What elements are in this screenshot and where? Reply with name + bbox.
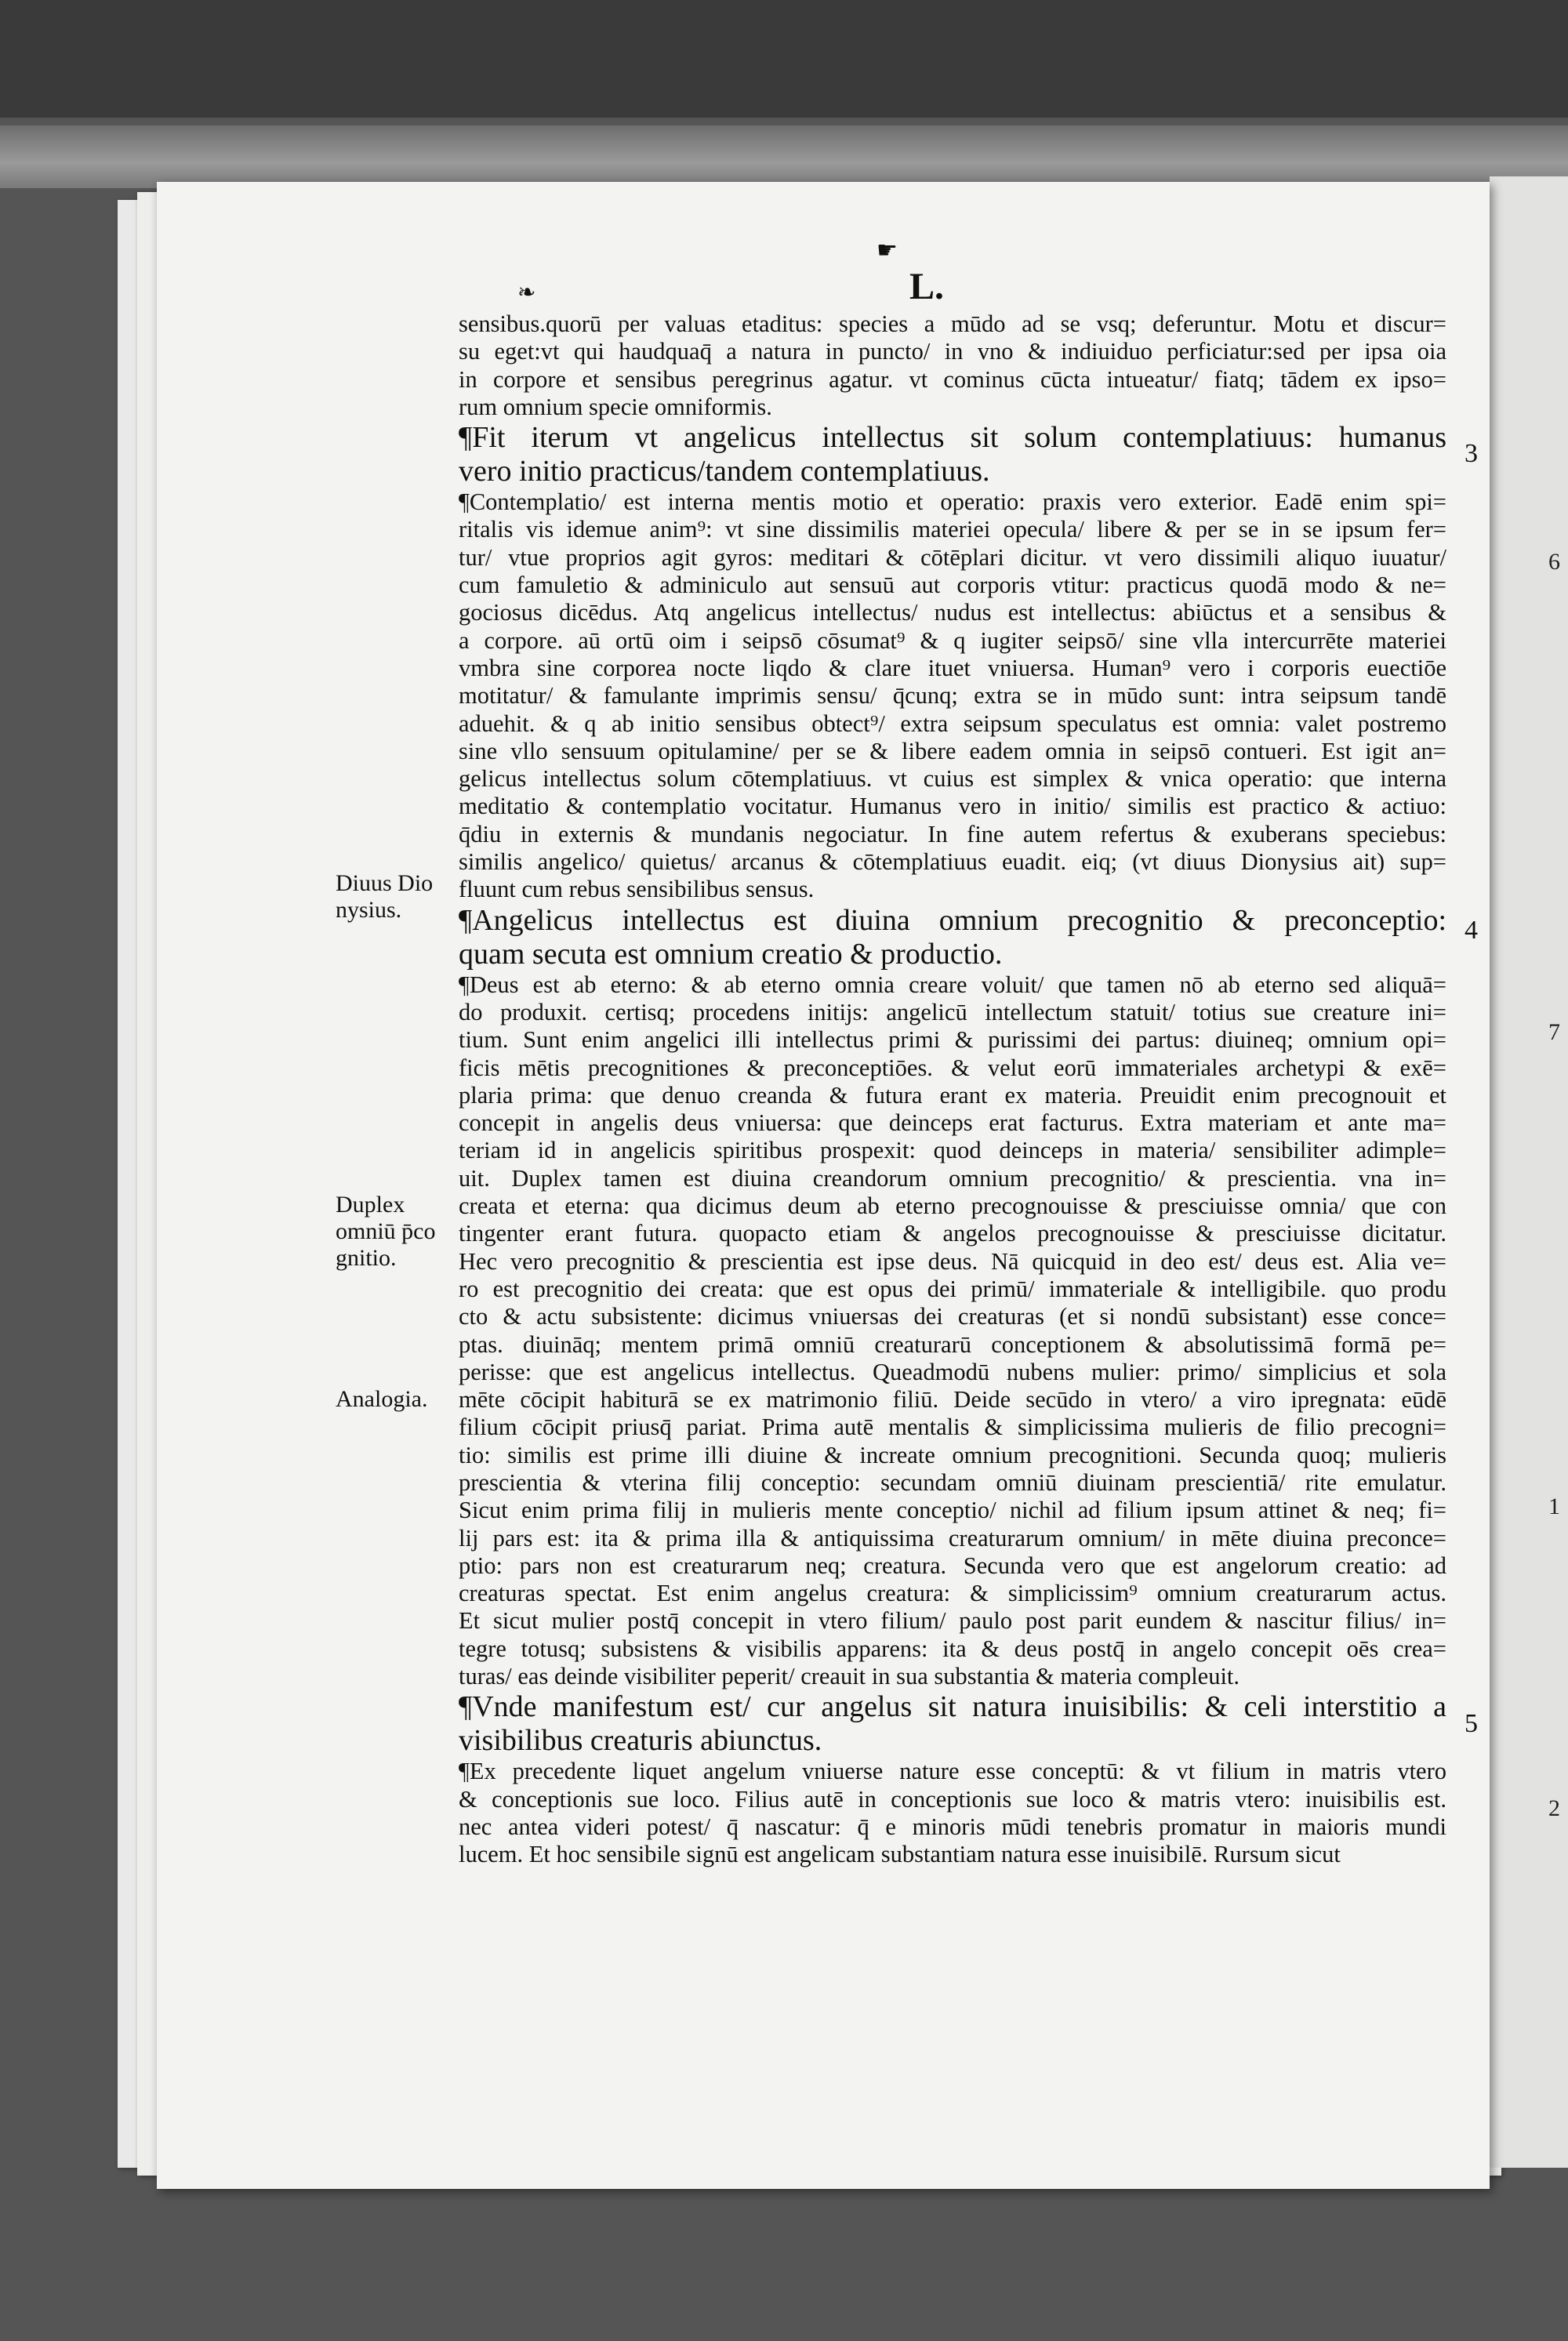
text-line: nec antea videri potest/ q̄ nascatur: q̄ e minoris mūdi tenebris promatur in maioris mundi [459, 1813, 1446, 1840]
text-line: Hec vero precognitio & prescientia est ipse deus. Nā quicquid in deo est/ deus est. Alia ve= [459, 1247, 1446, 1275]
text-line: gelicus intellectus solum cōtemplatiuus. vt cuius est simplex & vnica operatio: que interna [459, 765, 1446, 793]
text-line: ptas. diuināq; mentem primā omniū creaturarū conceptionem & absolutissimā formā pe= [459, 1330, 1446, 1358]
text-line: Et sicut mulier postq̄ concepit in vtero filium/ paulo post parit eundem & nascitur filius/ in= [459, 1607, 1446, 1635]
text-line: q̄diu in externis & mundanis negociatur. In fine autem refertus & exuberans speciebus: [459, 820, 1446, 847]
text-line: plaria prima: que denuo creanda & futura erant ex materia. Preuidit enim precognouit et [459, 1081, 1446, 1109]
paragraph [459, 310, 1446, 421]
section-heading [459, 1690, 1446, 1758]
text-line: teriam id in angelicis spiritibus prospexit: quod deinceps in materia/ sensibiliter adimple= [459, 1137, 1446, 1164]
facing-page-number: 2 [1548, 1795, 1560, 1821]
text-line: prescientia & vterina filij conceptio: secundam omniū diuinam prescientiā/ rite emulatur. [459, 1468, 1446, 1496]
text-line: ro est precognitio dei creata: que est opus dei primū/ immateriale & intelligibile. quo produ [459, 1275, 1446, 1302]
section-heading [459, 904, 1446, 971]
paragraph [459, 488, 1446, 903]
text-line: ¶Deus est ab eterno: & ab eterno omnia creare voluit/ que tamen nō ab eterno sed aliquā= [459, 971, 1446, 998]
text-line: creaturas spectat. Est enim angelus creatura: & simplicissim⁹ omnium creaturarum actus. [459, 1580, 1446, 1607]
text-line: tium. Sunt enim angelici illi intellectus primi & purissimi dei partus: diuineq; omnium opi= [459, 1026, 1446, 1054]
text-line: motitatur/ & famulante imprimis sensu/ q̄cunq; extra se in mūdo sunt: intra seipsum tandē [459, 682, 1446, 710]
paragraph [459, 971, 1446, 1691]
text-line: cto & actu subsistente: dicimus vniuersas dei creaturas (et si nondū subsistant) esse conce= [459, 1303, 1446, 1330]
text-line: tur/ vtue proprios agit gyros: meditari & cōtēplari dicitur. vt vero dissimili aliquo iuuatur/ [459, 543, 1446, 571]
text-line: cum famuletio & adminiculo aut sensuū aut corporis vtitur: practicus quodā modo & ne= [459, 572, 1446, 599]
facing-page-number: 6 [1548, 549, 1560, 575]
section-heading [459, 421, 1446, 488]
text-line: ficis mētis precognitiones & preconceptiōes. & velut eorū immateriales archetypi & exē= [459, 1054, 1446, 1081]
margin-note-duplex: Duplex omniū p̄co gnitio. [336, 1192, 436, 1271]
text-line: in corpore et sensibus peregrinus agatur. vt cominus cūcta intueatur/ fiatq; tādem ex ipso= [459, 365, 1446, 393]
margin-note-dionysius: Diuus Dio nysius. [336, 870, 434, 923]
text-line: ritalis vis idemue anim⁹: vt sine dissimilis materiei opecula/ libere & per se in se ipsum fer= [459, 516, 1446, 543]
section-number-4: 4 [1465, 916, 1478, 945]
text-line: tio: similis est prime illi diuine & increate omnium precognitioni. Secunda quoq; mulieris [459, 1441, 1446, 1468]
text-line: creata et eterna: qua dicimus deum ab eterno precognouisse & presciuisse omnia/ que con [459, 1192, 1446, 1220]
text-line: vmbra sine corporea nocte liqdo & clare ituet vniuersa. Human⁹ vero i corporis euectiōe [459, 654, 1446, 681]
text-line: ¶Angelicus intellectus est diuina omnium precognitio & preconceptio: [459, 903, 1446, 937]
text-line: ¶Contemplatio/ est interna mentis motio et operatio: praxis vero exterior. Eadē enim spi= [459, 488, 1446, 516]
text-body [459, 310, 1446, 1869]
text-line: perisse: que est angelicus intellectus. Queadmodū nubens mulier: primo/ simplicius et sola [459, 1358, 1446, 1385]
text-line: do produxit. certisq; procedens initijs: angelicū intellectum statuit/ totius sue creature ini= [459, 998, 1446, 1025]
text-line: sensibus.quorū per valuas etaditus: species a mūdo ad se vsq; deferuntur. Motu et discur= [459, 310, 1446, 337]
folio-number: L. [909, 266, 945, 307]
text-line: fluunt cum rebus sensibilibus sensus. [459, 876, 815, 903]
text-line: sine vllo sensuum opitulamine/ per se & libere eadem omnia in seipsō contueri. Est igit an= [459, 737, 1446, 764]
text-line: filium cōcipit priusq̄ pariat. Prima autē mentalis & simplicissima mulieris de filio precogni= [459, 1414, 1446, 1441]
text-line: uit. Duplex tamen est diuina creandorum omnium precognitio/ & prescientia. vna in= [459, 1164, 1446, 1192]
text-line: lucem. Et hoc sensibile signū est angelicam substantiam natura esse inuisibilē. Rursum sicut [459, 1841, 1341, 1868]
text-line: visibilibus creaturis abiunctus. [459, 1724, 822, 1758]
margin-note-analogia: Analogia. [336, 1386, 428, 1412]
text-line: ¶Vnde manifestum est/ cur angelus sit natura inuisibilis: & celi interstitio a [459, 1690, 1446, 1724]
paragraph [459, 1758, 1446, 1868]
section-number-5: 5 [1465, 1709, 1478, 1738]
text-line: aduehit. & q ab initio sensibus obtect⁹/ extra seipsum speculatus est omnia: valet postremo [459, 710, 1446, 737]
text-line: ¶Ex precedente liquet angelum vniuerse nature esse conceptū: & vt filium in matris vtero [459, 1758, 1446, 1785]
hand-mark: ☛ [877, 238, 898, 263]
small-ornament: ❧ [517, 281, 536, 305]
text-line: tingenter erant futura. quopacto etiam & angelos precognouisse & presciuisse dicitatur. [459, 1220, 1446, 1247]
text-line: turas/ eas deinde visibiliter peperit/ creauit in sua substantia & materia compleuit. [459, 1663, 1240, 1690]
text-line: concepit in angelis deus vniuersa: que deinceps erat facturus. Extra materiam et ante ma= [459, 1109, 1446, 1137]
text-line: similis angelico/ quietus/ arcanus & cōtemplatiuus euadit. eiq; (vt diuus Dionysius ait) sup= [459, 848, 1446, 876]
text-line: Sicut enim prima filij in mulieris mente conceptio/ nichil ad filium ipsum attinet & neq; fi= [459, 1497, 1446, 1524]
text-line: ptio: pars non est creaturarum neq; creatura. Secunda vero que est angelorum creatio: ad [459, 1552, 1446, 1579]
text-line: tegre totusq; subsistens & visibilis apparens: ita & deus postq̄ in angelo concepit oēs crea= [459, 1635, 1446, 1662]
text-line: ¶Fit iterum vt angelicus intellectus sit solum contemplatiuus: humanus [459, 421, 1446, 455]
facing-page-number: 7 [1548, 1019, 1560, 1045]
facing-page-edge [1490, 176, 1568, 2168]
text-line: & conceptionis sue loco. Filius autē in conceptionis sue loco & matris vtero: inuisibilis est. [459, 1785, 1446, 1813]
text-line: su eget:vt qui haudquaq̄ a natura in puncto/ in vno & indiuiduo perficiatur:sed per ipsa oia [459, 338, 1446, 365]
text-line: gociosus dicēdus. Atq angelicus intellectus/ nudus est intellectus: abiūctus et a sensibus & [459, 599, 1446, 626]
text-line: lij pars est: ita & prima illa & antiquissima creaturarum omnium/ in mēte diuina preconce= [459, 1524, 1446, 1552]
section-number-3: 3 [1465, 439, 1478, 468]
text-line: mēte cōcipit habiturā se ex matrimonio filiū. Deide secūdo in vtero/ a viro ipregnata: eūdē [459, 1386, 1446, 1414]
text-line: quam secuta est omnium creatio & productio. [459, 937, 1003, 971]
text-line: vero initio practicus/tandem contemplatiuus. [459, 455, 990, 488]
facing-page-number: 1 [1548, 1494, 1560, 1519]
text-line: a corpore. aū ortū oim i seipsō cōsumat⁹ & q iugiter seipsō/ sine vlla intercurrēte materiei [459, 626, 1446, 654]
book-binding [0, 125, 1568, 188]
text-line: rum omnium specie omniformis. [459, 393, 772, 420]
text-line: meditatio & contemplatio vocitatur. Humanus vero in initio/ similis est practico & actiuo: [459, 793, 1446, 820]
